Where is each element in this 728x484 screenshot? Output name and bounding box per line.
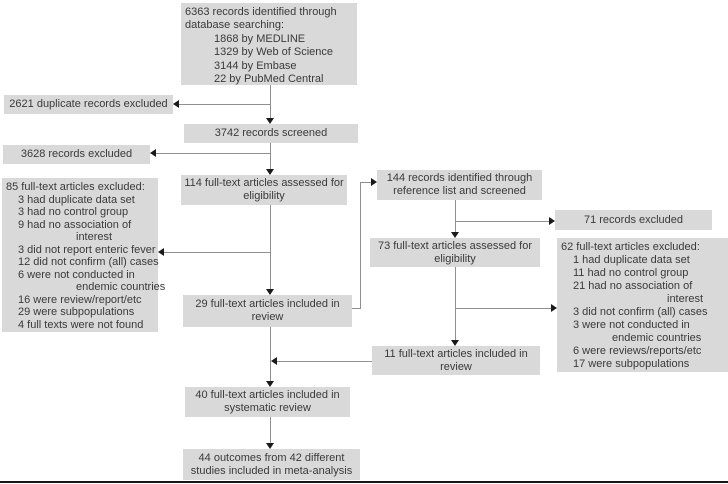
arrowhead-icon: [158, 248, 164, 256]
box-duplicates-excluded: [4, 95, 173, 114]
connector-reference-assessed: [455, 200, 456, 233]
box-text-line: 6363 records identified through: [185, 6, 337, 18]
connector-included-reference: [360, 182, 361, 309]
box-text-line: 17 were subpopulations: [573, 358, 690, 370]
box-text-line: 3 did not report enteric fever: [18, 243, 156, 256]
arrowhead-icon: [150, 149, 156, 157]
box-included-review-2: [372, 346, 540, 375]
connector-included2-join: [277, 361, 372, 362]
box-included-systematic: [185, 387, 350, 417]
box-text-line: 3144 by Embase: [214, 59, 297, 72]
box-text-line: 9 had no association of: [18, 218, 132, 231]
box-text-line: 4 full texts were not found: [18, 318, 144, 331]
box-text-line: interest: [667, 293, 704, 305]
connector-records-excluded: [156, 153, 271, 154]
box-text-line: reference list and screened: [393, 185, 526, 197]
box-text-line: 21 had no association of: [573, 280, 693, 292]
box-text-line: 2621 duplicate records excluded: [9, 98, 168, 110]
box-fulltext-assessed: [181, 175, 347, 205]
box-text-line: eligibility: [243, 190, 285, 202]
box-text-line: 11 full-text articles included in: [384, 347, 528, 360]
arrowhead-icon: [266, 381, 274, 387]
arrowhead-icon: [271, 357, 277, 365]
arrowhead-icon: [451, 232, 459, 238]
connector-included-systematic: [270, 327, 271, 382]
box-text-line: 29 full-text articles included in: [195, 298, 340, 310]
box-included-review: [183, 295, 352, 327]
box-text-line: 44 outcomes from 42 different: [198, 451, 345, 464]
box-text-line: endemic countries: [76, 281, 166, 293]
connector-assessed2-included2: [455, 267, 456, 341]
box-text-line: interest: [76, 231, 113, 243]
arrowhead-icon: [266, 118, 274, 124]
box-text-line: 29 were subpopulations: [18, 306, 135, 318]
box-text-line: 6 were reviews/reports/etc: [573, 345, 702, 357]
box-text-line: 1 had duplicate data set: [573, 254, 690, 266]
box-fulltext-excluded-right: [557, 238, 728, 372]
arrowhead-icon: [451, 340, 459, 346]
box-text-line: 62 full-text articles excluded:: [561, 241, 700, 253]
connector-included-reference: [360, 182, 371, 183]
box-text-line: 40 full-text articles included in: [195, 389, 340, 401]
box-text-line: 6 were not conducted in: [18, 268, 135, 281]
box-text-line: 3 were not conducted in: [573, 319, 690, 331]
box-text-line: endemic countries: [612, 332, 702, 344]
box-text-line: review: [251, 311, 284, 323]
arrowhead-icon: [266, 169, 274, 175]
box-text-line: database searching:: [185, 19, 285, 32]
box-text-line: 3742 records screened: [214, 127, 328, 139]
box-text-line: 144 records identified through: [386, 172, 533, 184]
connector-identified-screened: [270, 85, 271, 119]
connector-screened-assessed: [270, 143, 271, 170]
box-records-excluded: [3, 145, 150, 164]
box-meta-analysis: [183, 449, 360, 480]
arrowhead-icon: [173, 100, 179, 108]
box-records-screened: [184, 124, 358, 143]
connector-fulltext-excluded: [164, 252, 271, 253]
connector-reference-excluded: [455, 221, 549, 222]
box-fulltext-excluded-left: [2, 178, 166, 332]
box-text-line: 71 records excluded: [583, 213, 684, 226]
box-reference-identified: [377, 170, 542, 200]
connector-fulltext-excluded-2: [455, 308, 551, 309]
box-text-line: 85 full-text articles excluded:: [6, 181, 145, 193]
box-text-line: 3 had no control group: [18, 206, 129, 218]
box-text-line: 16 were review/report/etc: [18, 293, 142, 306]
connector-systematic-meta: [270, 417, 271, 443]
figure-bottom-border: [0, 481, 728, 483]
arrowhead-icon: [371, 178, 377, 186]
connector-assessed-included: [270, 205, 271, 290]
arrowhead-icon: [551, 304, 557, 312]
box-text-line: 3 had duplicate data set: [18, 193, 135, 206]
box-text-line: 1329 by Web of Science: [214, 46, 334, 59]
box-text-line: eligibility: [434, 252, 476, 265]
box-text-line: review: [440, 360, 472, 373]
box-reference-excluded: [555, 210, 712, 230]
box-fulltext-assessed-2: [370, 238, 540, 267]
box-text-line: 3 did not confirm (all) cases: [573, 306, 708, 318]
arrowhead-icon: [266, 289, 274, 295]
box-text-line: systematic review: [224, 402, 311, 414]
box-text-line: 22 by PubMed Central: [214, 73, 324, 86]
box-text-line: 1868 by MEDLINE: [214, 32, 306, 45]
arrowhead-icon: [266, 443, 274, 449]
box-text-line: 114 full-text articles assessed for: [184, 177, 344, 189]
arrowhead-icon: [549, 217, 555, 225]
connector-duplicates-excluded: [179, 104, 271, 105]
box-text-line: 73 full-text articles assessed for: [377, 239, 533, 252]
box-text-line: 12 did not confirm (all) cases: [18, 256, 159, 268]
box-records-identified: [181, 3, 357, 85]
box-text-line: 3628 records excluded: [20, 148, 133, 160]
box-text-line: studies included in meta-analysis: [190, 464, 353, 477]
box-text-line: 11 had no control group: [573, 267, 689, 279]
